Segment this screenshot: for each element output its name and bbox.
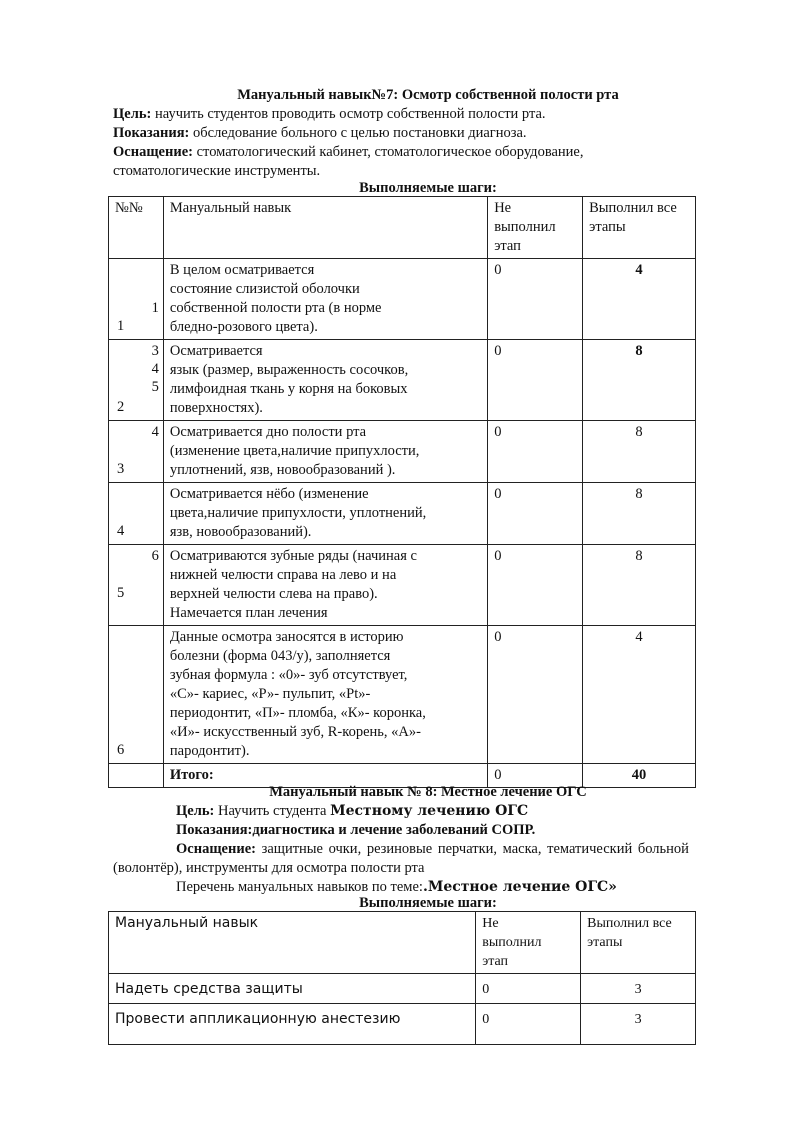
row-side-number: 4: [151, 424, 159, 440]
table-row: [109, 626, 696, 764]
row-not-done: 0: [488, 340, 583, 421]
row-number-cell: [109, 545, 164, 626]
total-label: Итого:: [163, 764, 487, 788]
header-line: выполнил: [482, 935, 542, 950]
section1-equipment-cont: стоматологические инструменты.: [113, 163, 321, 179]
row-number: 2: [117, 399, 125, 415]
row-side-number: 6: [151, 548, 159, 564]
row-done: 8: [583, 483, 696, 545]
header-done: [583, 197, 696, 259]
section1-indications: [113, 124, 527, 143]
section2-goal: [176, 802, 528, 821]
section1-title: Мануальный навык№7: Осмотр собственной полости рта: [237, 87, 619, 103]
header-line: Выполнил все: [587, 916, 672, 931]
skill-line: язык (размер, выраженность сосочков,: [169, 362, 409, 378]
header-line: этап: [482, 954, 509, 969]
row-not-done: 0: [488, 626, 583, 764]
list-bold: .Местное лечение ОГС»: [422, 879, 617, 895]
skill-line: поверхностях).: [169, 400, 263, 416]
row-not-done: 0: [488, 545, 583, 626]
row-done: 8: [583, 340, 696, 421]
skill-line: Осматривается нёбо (изменение: [169, 486, 369, 502]
section1-equipment: [113, 143, 584, 162]
row-done: 8: [583, 421, 696, 483]
row-number: 6: [117, 742, 125, 758]
table-row: [109, 421, 696, 483]
skill-line: «С»- кариес, «Р»- пульпит, «Pt»-: [169, 686, 371, 702]
section2-indications: Показания:диагностика и лечение заболеваний СОПР.: [176, 822, 536, 838]
equipment-label: Оснащение:: [176, 841, 256, 857]
row-number: 4: [117, 523, 125, 539]
equipment-text: стоматологический кабинет, стоматологическое оборудование,: [192, 144, 584, 160]
skill-line: пародонтит).: [169, 743, 250, 759]
row-number: 1: [117, 318, 125, 334]
header-line: этап: [494, 238, 521, 254]
row-not-done: 0: [488, 421, 583, 483]
row-done: 3: [581, 974, 696, 1004]
header-line: Выполнил все: [589, 200, 677, 216]
row-not-done: 0: [488, 259, 583, 340]
header-skill: Мануальный навык: [109, 912, 476, 974]
skill-line: болезни (форма 043/у), заполняется: [169, 648, 391, 664]
skill-line: собственной полости рта (в норме: [169, 300, 382, 316]
goal-label: Цель:: [113, 106, 152, 122]
total-done: 40: [583, 764, 696, 788]
row-number: 5: [117, 585, 125, 601]
section1-steps-heading: Выполняемые шаги:: [359, 180, 497, 196]
row-done: 4: [583, 626, 696, 764]
table-row: [109, 483, 696, 545]
row-not-done: 0: [488, 483, 583, 545]
section1-goal: [113, 105, 546, 124]
skill-line: лимфоидная ткань у корня на боковых: [169, 381, 408, 397]
section1-steps-table: [108, 196, 696, 788]
goal-label: Цель:: [176, 803, 215, 819]
section2-title: Мануальный навык № 8: Местное лечение ОГС: [269, 784, 587, 800]
header-line: этапы: [589, 219, 626, 235]
skill-line: Осматривается дно полости рта: [169, 424, 367, 440]
section2-equipment: [176, 840, 742, 859]
table-row: [109, 974, 696, 1004]
table-row: [109, 259, 696, 340]
goal-text: Научить студента: [214, 803, 331, 819]
skill-line: нижней челюсти справа на лево и на: [169, 567, 397, 583]
skill-line: периодонтит, «П»- пломба, «К»- коронка,: [169, 705, 426, 721]
skill-line: Намечается план лечения: [169, 605, 328, 621]
row-side-number: 3 4 5: [151, 343, 159, 395]
row-skill: Надеть средства защиты: [109, 974, 476, 1004]
header-done: [581, 912, 696, 974]
goal-text: научить студентов проводить осмотр собственной полости рта.: [151, 106, 546, 122]
row-not-done: 0: [476, 1004, 581, 1045]
list-text: Перечень мануальных навыков по теме:: [176, 879, 423, 895]
header-skill: Мануальный навык: [163, 197, 487, 259]
section2-steps-table: [108, 911, 696, 1045]
row-skill: [163, 545, 487, 626]
header-num: №№: [109, 197, 164, 259]
row-skill: [163, 421, 487, 483]
skill-line: бледно-розового цвета).: [169, 319, 318, 335]
row-number: 3: [117, 461, 125, 477]
skill-line: уплотнений, язв, новообразований ).: [169, 462, 396, 478]
row-number-cell: [109, 421, 164, 483]
indications-label: Показания:: [113, 125, 190, 141]
row-number-cell: [109, 626, 164, 764]
skill-line: «И»- искусственный зуб, R-корень, «А»-: [169, 724, 421, 740]
skill-line: Осматриваются зубные ряды (начиная с: [169, 548, 417, 564]
row-skill: Провести аппликационную анестезию: [109, 1004, 476, 1045]
row-side-number: 1: [151, 300, 159, 316]
row-done: 3: [581, 1004, 696, 1045]
row-done: 4: [583, 259, 696, 340]
row-skill: [163, 483, 487, 545]
equipment-text: защитные очки, резиновые перчатки, маска, тематический больной: [255, 841, 689, 857]
row-done: 8: [583, 545, 696, 626]
row-not-done: 0: [476, 974, 581, 1004]
header-line: Не: [482, 916, 499, 931]
table-row: [109, 1004, 696, 1045]
total-not-done: 0: [488, 764, 583, 788]
header-line: Не: [494, 200, 512, 216]
skill-line: язв, новообразований).: [169, 524, 312, 540]
table-header-row: [109, 912, 696, 974]
section2-steps-heading: Выполняемые шаги:: [359, 895, 497, 911]
row-skill: [163, 626, 487, 764]
row-skill: [163, 340, 487, 421]
table-row: [109, 545, 696, 626]
skill-line: цвета,наличие припухлости, уплотнений,: [169, 505, 427, 521]
header-not-done: [476, 912, 581, 974]
skill-line: Данные осмотра заносятся в историю: [169, 629, 404, 645]
row-number-cell: [109, 340, 164, 421]
skill-line: верхней челюсти слева на право).: [169, 586, 378, 602]
row-number-cell: [109, 483, 164, 545]
skill-line: В целом осматривается: [169, 262, 315, 278]
header-line: этапы: [587, 935, 623, 950]
skill-line: состояние слизистой оболочки: [169, 281, 360, 297]
header-not-done: [488, 197, 583, 259]
skill-line: (изменение цвета,наличие припухлости,: [169, 443, 420, 459]
row-number-cell: [109, 259, 164, 340]
table-row: [109, 340, 696, 421]
header-line: выполнил: [494, 219, 556, 235]
section2-equipment-cont: (волонтёр), инструменты для осмотра полости рта: [113, 860, 425, 876]
goal-bold: Местному лечению ОГС: [330, 803, 529, 819]
skill-line: Осматривается: [169, 343, 263, 359]
table-header-row: [109, 197, 696, 259]
row-skill: [163, 259, 487, 340]
indications-text: обследование больного с целью постановки диагноза.: [189, 125, 527, 141]
skill-line: зубная формула : «0»- зуб отсутствует,: [169, 667, 408, 683]
equipment-label: Оснащение:: [113, 144, 193, 160]
